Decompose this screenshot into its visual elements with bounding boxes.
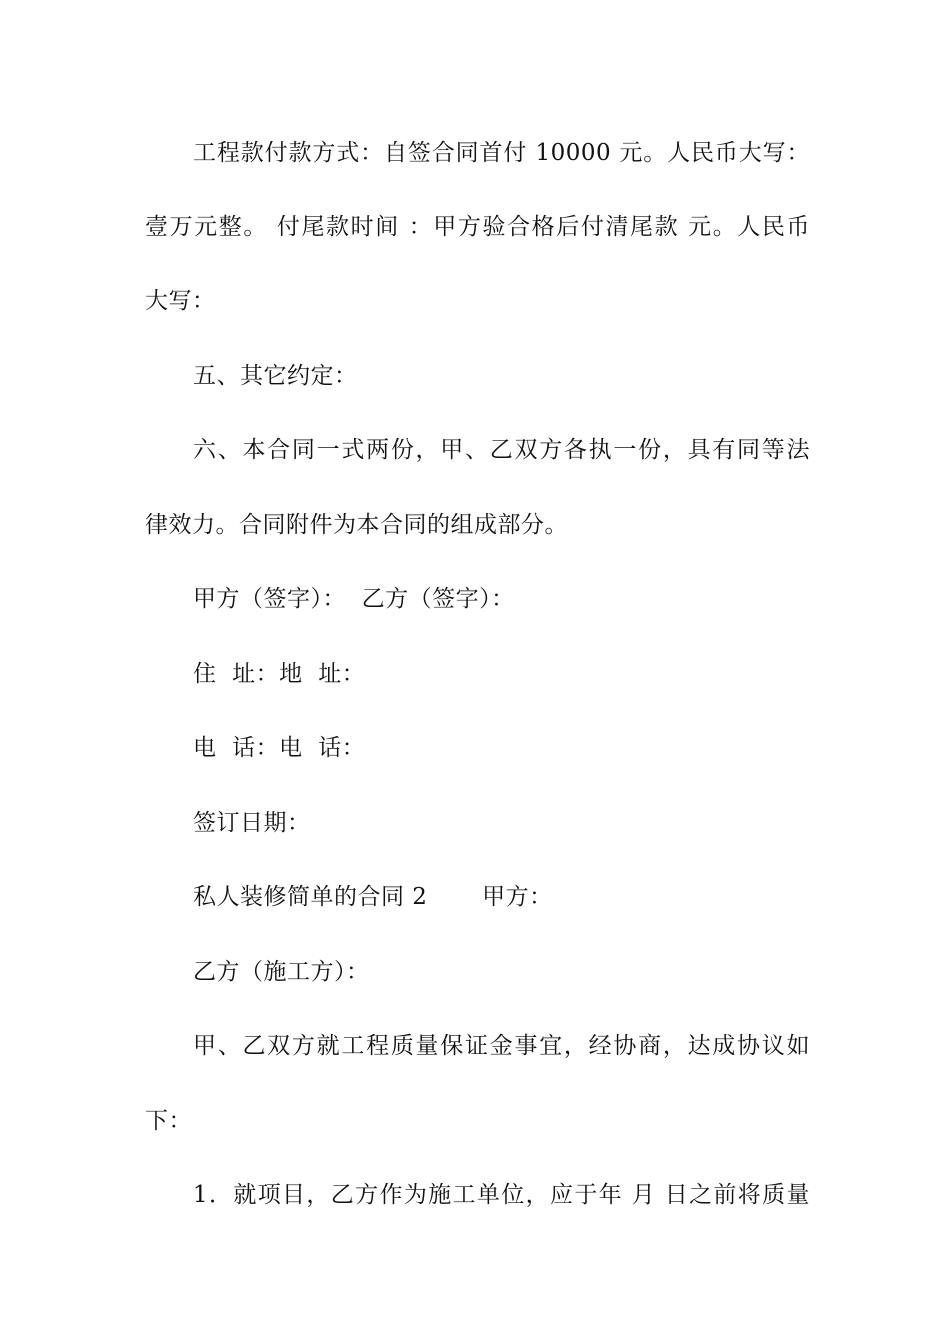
clause-1: 1．就项目，乙方作为施工单位，应于年 月 日之前将质量 [193,1182,810,1208]
paragraph-agreement-intro: 甲、乙双方就工程质量保证金事宜，经协商，达成协议如 [193,1033,810,1059]
contract-2-title: 私人装修简单的合同 2 甲方： [193,884,553,910]
paragraph-payment-method: 工程款付款方式：自签合同首付 10000 元。人民币大写： [193,140,810,166]
paragraph-rmb-uppercase: 大写： [145,288,216,314]
section-copies: 六、本合同一式两份，甲、乙双方各执一份，具有同等法 [193,437,810,463]
paragraph-final-payment: 壹万元整。 付尾款时间 ：甲方验合格后付清尾款 元。人民币 [145,214,810,240]
phone-line: 电 话：电 话： [193,735,366,761]
party-b-line: 乙方（施工方）： [193,959,370,985]
signing-date-line: 签订日期： [193,810,311,836]
paragraph-legal-effect: 律效力。合同附件为本合同的组成部分。 [145,512,568,538]
signature-line: 甲方（签字）： 乙方（签字）： [193,586,515,612]
paragraph-agreement-intro-cont: 下： [145,1108,192,1134]
section-other-agreements: 五、其它约定： [193,363,358,389]
address-line: 住 址：地 址： [193,661,366,687]
